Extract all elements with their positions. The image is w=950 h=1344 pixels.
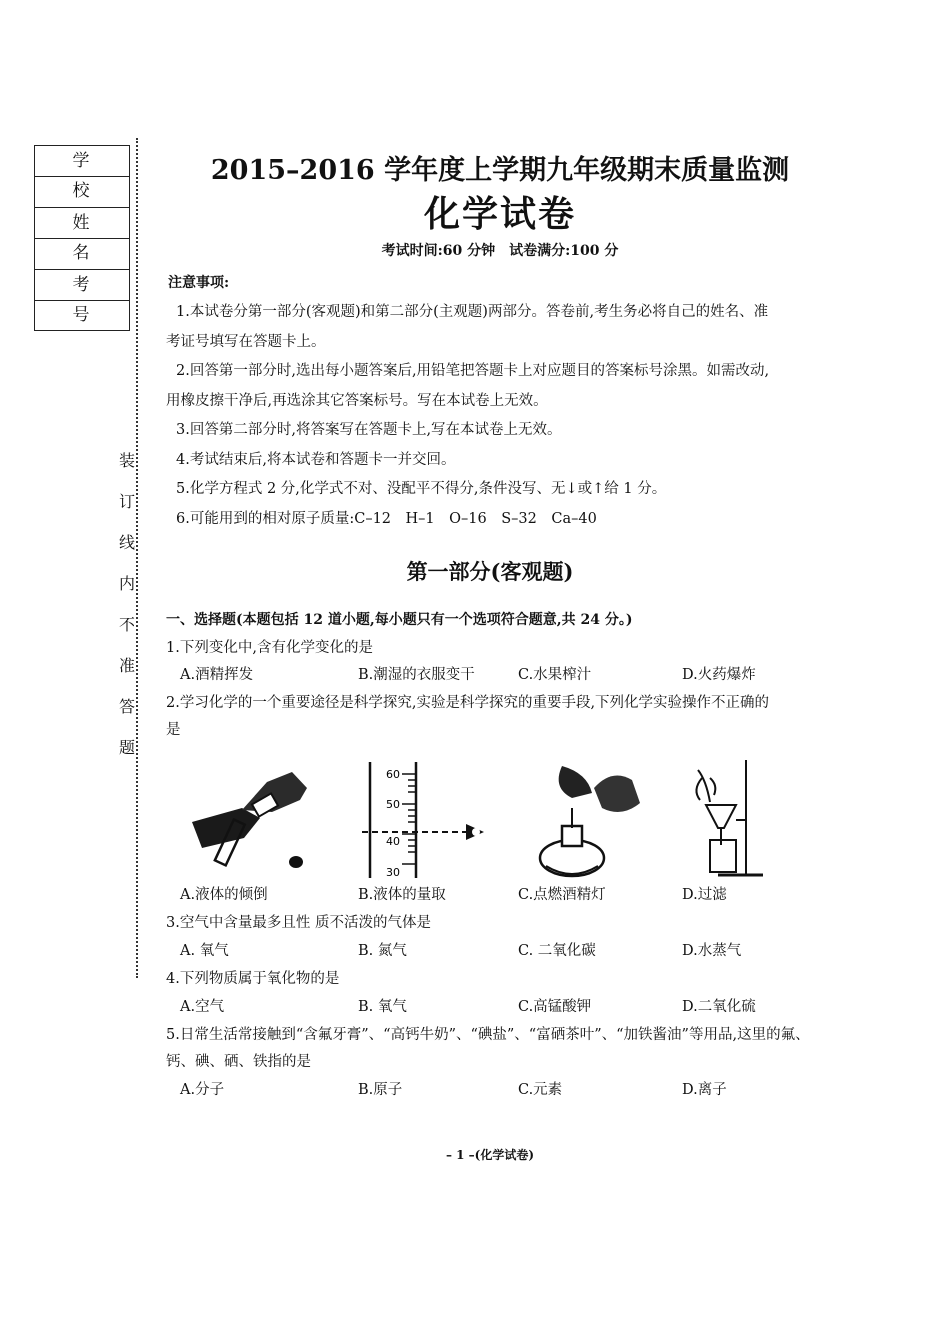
tick-label: 40 bbox=[386, 835, 400, 848]
glass-rod bbox=[698, 770, 710, 802]
hand-shape bbox=[192, 808, 260, 848]
option-d[interactable]: D.火药爆炸 bbox=[682, 667, 756, 683]
binding-warning: 装 订 线 内 不 准 答 题 bbox=[118, 451, 135, 757]
id-label: 考 号 bbox=[35, 270, 129, 301]
school-label: 学 校 bbox=[35, 146, 129, 177]
page-footer: – 1 –(化学试卷) bbox=[445, 1148, 535, 1162]
question-1-stem: 1.下列变化中,含有化学变化的是 bbox=[166, 640, 373, 656]
measuring-cylinder-figure bbox=[358, 760, 493, 880]
hand-left bbox=[559, 766, 592, 798]
option-a[interactable]: A.酒精挥发 bbox=[180, 667, 254, 683]
funnel bbox=[706, 805, 736, 828]
option-a[interactable]: A.空气 bbox=[180, 999, 225, 1015]
question-5-options bbox=[180, 1077, 780, 1104]
tick-label: 60 bbox=[386, 768, 400, 781]
option-d[interactable]: D.过滤 bbox=[682, 887, 727, 903]
hand-right bbox=[594, 776, 640, 813]
alcohol-lamp-figure bbox=[532, 758, 652, 883]
option-a[interactable]: A. 氧气 bbox=[180, 943, 229, 959]
note-line: 6.可能用到的相对原子质量:C–12 H–1 O–16 S–32 Ca–40 bbox=[176, 510, 597, 527]
option-c[interactable]: C.点燃酒精灯 bbox=[518, 887, 606, 903]
pouring-liquid-figure bbox=[182, 760, 322, 875]
notes-list bbox=[166, 298, 856, 534]
option-a[interactable]: A.液体的倾倒 bbox=[180, 887, 268, 903]
option-b[interactable]: B.原子 bbox=[358, 1082, 403, 1098]
option-d[interactable]: D.水蒸气 bbox=[682, 943, 742, 959]
lamp-neck bbox=[562, 826, 582, 846]
note-line: 2.回答第一部分时,选出每小题答案后,用铅笔把答题卡上对应题目的答案标号涂黑。如需改动, bbox=[176, 363, 770, 379]
exam-title: 2015–2016 学年度上学期九年级期末质量监测 bbox=[210, 155, 790, 186]
notes-heading: 注意事项: bbox=[168, 275, 230, 291]
question-5-stem-cont: 钙、碘、硒、铁指的是 bbox=[166, 1054, 311, 1070]
option-d[interactable]: D.离子 bbox=[682, 1082, 727, 1098]
filtration-figure bbox=[688, 760, 768, 880]
note-line: 4.考试结束后,将本试卷和答题卡一并交回。 bbox=[176, 451, 456, 468]
note-line: 考证号填写在答题卡上。 bbox=[166, 333, 326, 350]
note-line: 用橡皮擦干净后,再选涂其它答案标号。写在本试卷上无效。 bbox=[166, 392, 548, 409]
part-title: 第一部分(客观题) bbox=[406, 559, 574, 584]
note-line: 3.回答第二部分时,将答案写在答题卡上,写在本试卷上无效。 bbox=[176, 422, 562, 438]
question-4-stem: 4.下列物质属于氧化物的是 bbox=[166, 971, 340, 987]
option-a[interactable]: A.分子 bbox=[180, 1082, 225, 1098]
hand-outline bbox=[696, 778, 715, 800]
question-3-stem: 3.空气中含量最多且性 质不活泼的气体是 bbox=[166, 915, 431, 931]
name-label: 姓 名 bbox=[35, 208, 129, 239]
option-c[interactable]: C.元素 bbox=[518, 1082, 563, 1098]
subject-title: 化学试卷 bbox=[423, 193, 576, 235]
option-b[interactable]: B. 氧气 bbox=[358, 999, 407, 1015]
note-line: 1.本试卷分第一部分(客观题)和第二部分(主观题)两部分。答卷前,考生务必将自己的姓名、准 bbox=[176, 304, 769, 320]
option-c[interactable]: C.水果榨汁 bbox=[518, 667, 592, 683]
student-info-box bbox=[34, 145, 130, 331]
section-heading: 一、选择题(本题包括 12 道小题,每小题只有一个选项符合题意,共 24 分。) bbox=[166, 612, 633, 628]
question-3-options bbox=[180, 938, 780, 965]
tick-label: 30 bbox=[386, 866, 400, 879]
option-b[interactable]: B.液体的量取 bbox=[358, 887, 446, 903]
question-2-stem: 2.学习化学的一个重要途径是科学探究,实验是科学探究的重要手段,下列化学实验操作不正确的 bbox=[166, 695, 770, 711]
question-1-options bbox=[180, 662, 780, 689]
question-2-options bbox=[180, 882, 780, 909]
stopper bbox=[289, 856, 303, 868]
note-line: 5.化学方程式 2 分,化学式不对、没配平不得分,条件没写、无↓或↑给 1 分。 bbox=[176, 481, 667, 497]
option-c[interactable]: C. 二氧化碳 bbox=[518, 943, 596, 959]
option-b[interactable]: B.潮湿的衣服变干 bbox=[358, 667, 475, 683]
option-d[interactable]: D.二氧化硫 bbox=[682, 999, 756, 1015]
question-4-options bbox=[180, 994, 780, 1021]
beaker bbox=[710, 840, 736, 872]
question-2-stem-cont: 是 bbox=[166, 722, 181, 738]
tick-label: 50 bbox=[386, 798, 400, 811]
exam-info: 考试时间:60 分钟 试卷满分:100 分 bbox=[381, 243, 619, 259]
option-b[interactable]: B. 氮气 bbox=[358, 943, 407, 959]
question-5-stem: 5.日常生活常接触到“含氟牙膏”、“高钙牛奶”、“碘盐”、“富硒茶叶”、“加铁酱油”等用品,这里的氟、 bbox=[166, 1027, 810, 1043]
option-c[interactable]: C.高锰酸钾 bbox=[518, 999, 592, 1015]
